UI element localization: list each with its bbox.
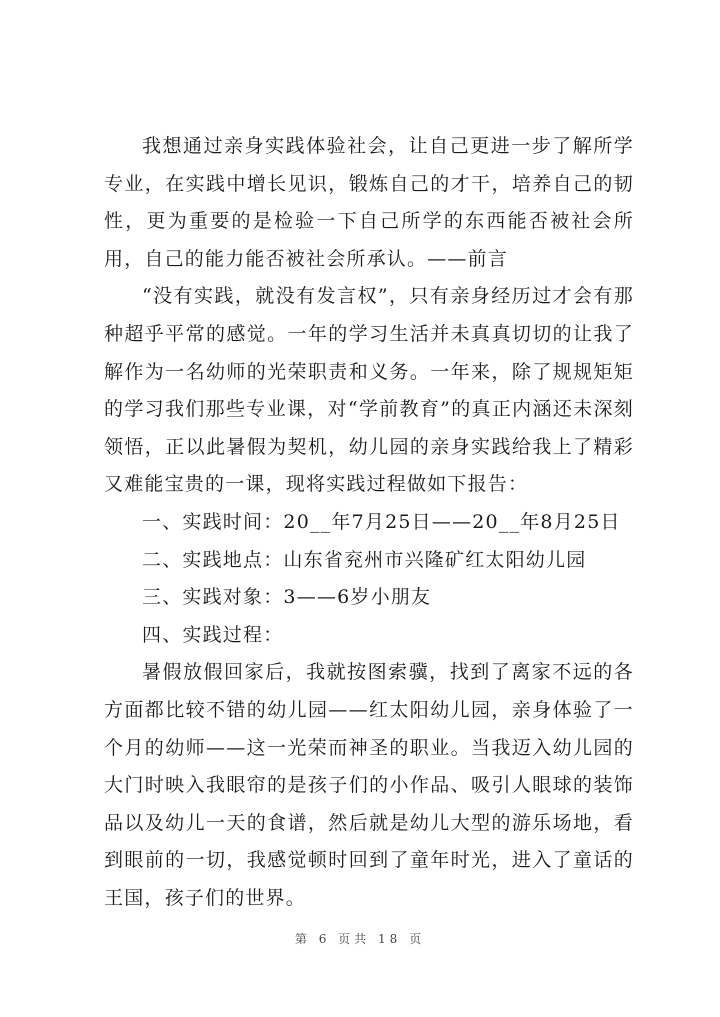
paragraph-practice-location: 二、实践地点：山东省兖州市兴隆矿红太阳幼儿园 [142,548,587,571]
document-body [104,128,634,917]
paragraph-preface: 我想通过亲身实践体验社会，让自己更进一步了解所学专业，在实践中增长见识，锻炼自己的才干，培养自己的韧性，更为重要的是检验一下自己所学的东西能否被社会所用，自己的能力能否被社会所承认。——前言 [104,135,634,270]
page-number-footer: 第 6 页共 18 页 [294,932,426,946]
paragraph-practice-time: 一、实践时间：20__年7月25日——20__年8月25日 [142,510,621,533]
paragraph-practice-process: 暑假放假回家后，我就按图索骥，找到了离家不远的各方面都比较不错的幼儿园——红太阳幼儿园，亲身体验了一个月的幼师——这一光荣而神圣的职业。当我迈入幼儿园的大门时映入我眼帘的是孩子们的小作品、吸引人眼球的装饰品以及幼儿一天的食谱，然后就是幼儿大型的游乐场地，看到眼前的一切，我感觉顿时回到了童年时光，进入了童话的王国，孩子们的世界。 [104,661,634,909]
paragraph-practice-process-heading: 四、实践过程： [142,623,284,646]
paragraph-intro: “没有实践，就没有发言权”，只有亲身经历过才会有那种超乎平常的感觉。一年的学习生活并未真真切切的让我了解作为一名幼师的光荣职责和义务。一年来，除了规规矩矩的学习我们那些专业课，对“学前教育”的真正内涵还未深刻领悟，正以此暑假为契机，幼儿园的亲身实践给我上了精彩又难能宝贵的一课，现将实践过程做如下报告： [104,285,634,496]
paragraph-practice-target: 三、实践对象：3——6岁小朋友 [142,586,432,609]
